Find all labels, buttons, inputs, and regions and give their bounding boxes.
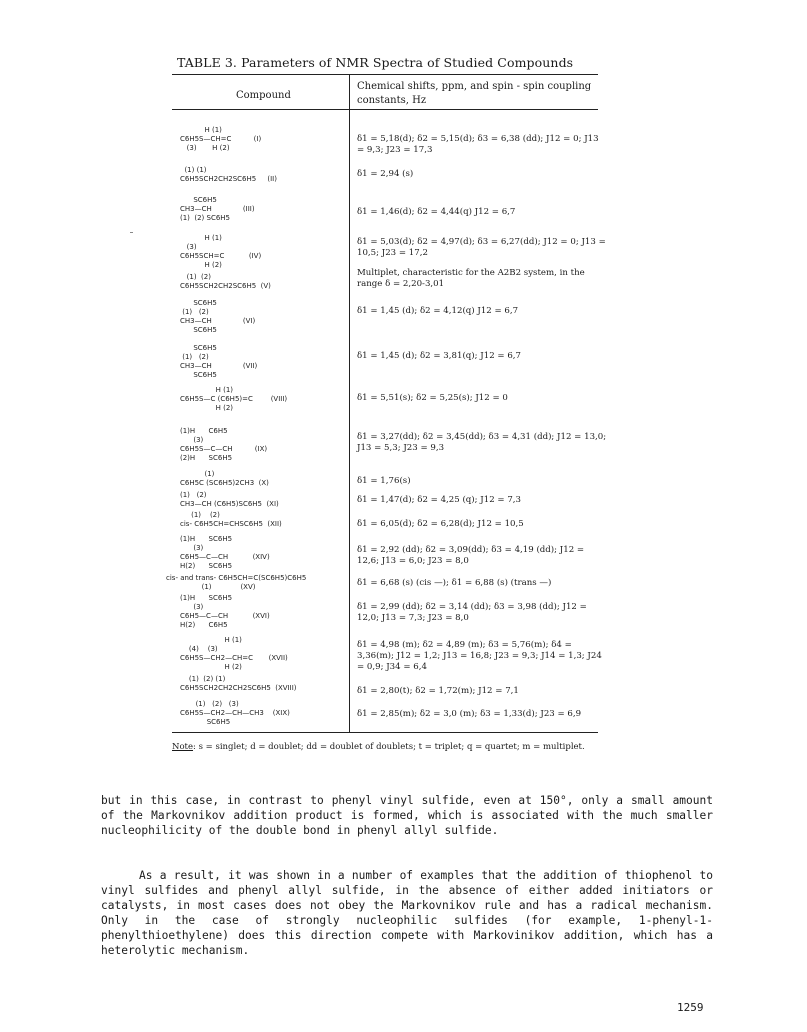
nmr-values: δ1 = 3,27(dd); δ2 = 3,45(dd); δ3 = 4,31 (dd); J12 = 13,0; J13 = 5,3; J23 = 9,3	[357, 432, 607, 453]
compound-formula: H (1) C6H5S—CH=C (I) (3) H (2)	[180, 126, 262, 152]
nmr-values: δ1 = 1,45 (d); δ2 = 3,81(q); J12 = 6,7	[357, 351, 521, 361]
compound-formula: SC6H5 (1) (2) CH3—CH (VII) SC6H5	[180, 344, 258, 379]
compound-formula: (1) (2) cis- C6H5CH=CHSC6H5 (XII)	[180, 511, 282, 528]
compound-column-header: Compound	[236, 90, 291, 101]
paragraph-2: As a result, it was shown in a number of examples that the addition of thiophenol to vinyl sulfides and phenyl allyl sulfide, in the absence of either added initiators or catalysts, in most cases does not obey the Markovnikov rule and has a radical mechanism. Only in the case of strongly nucleophilic sulfides (for example, 1-phenyl-1-phenylthioethylene) does this direction compete with Markovinikov addition, which has a heterolytic mechanism.	[101, 869, 713, 957]
compound-formula: (1) (1) C6H5SCH2CH2SC6H5 (II)	[180, 166, 277, 183]
nmr-values: δ1 = 1,47(d); δ2 = 4,25 (q); J12 = 7,3	[357, 495, 521, 505]
nmr-values: δ1 = 6,05(d); δ2 = 6,28(d); J12 = 10,5	[357, 519, 524, 529]
compound-formula: (1) (2) CH3—CH (C6H5)SC6H5 (XI)	[180, 491, 279, 508]
page-number: 1259	[677, 1001, 704, 1014]
table-caption: TABLE 3. Parameters of NMR Spectra of Studied Compounds	[177, 55, 574, 70]
compound-formula: H (1) C6H5S—C (C6H5)=C (VIII) H (2)	[180, 386, 288, 412]
shifts-column-header: Chemical shifts, ppm, and spin - spin coupling constants, Hz	[357, 81, 592, 106]
nmr-values: δ1 = 6,68 (s) (cis —); δ1 = 6,88 (s) (trans —)	[357, 578, 552, 588]
note-text: : s = singlet; d = doublet; dd = doublet of doublets; t = triplet; q = quartet; m = multiplet.	[193, 742, 585, 752]
compound-formula: (1) C6H5C (SC6H5)2CH3 (X)	[180, 470, 269, 487]
compound-formula: H (1) (3) C6H5SCH=C (IV) H (2)	[180, 234, 262, 269]
nmr-values: δ1 = 4,98 (m); δ2 = 4,89 (m); δ3 = 5,76(m); δ4 = 3,36(m); J12 = 1,2; J13 = 16,8; J23 = 9,3; J14 = 1,3; J24 = 0,9; J34 = 6,4	[357, 640, 602, 672]
nmr-values: Multiplet, characteristic for the A2B2 system, in the range δ = 2,20-3,01	[357, 268, 585, 289]
nmr-values: δ1 = 2,99 (dd); δ2 = 3,14 (dd); δ3 = 3,98 (dd); J12 = 12,0; J13 = 7,3; J23 = 8,0	[357, 602, 587, 623]
nmr-values: δ1 = 5,03(d); δ2 = 4,97(d); δ3 = 6,27(dd); J12 = 0; J13 = 10,5; J23 = 17,2	[357, 237, 606, 258]
margin-mark	[130, 232, 133, 233]
nmr-values: δ1 = 2,92 (dd); δ2 = 3,09(dd); δ3 = 4,19 (dd); J12 = 12,6; J13 = 6,0; J23 = 8,0	[357, 545, 585, 566]
nmr-values: δ1 = 5,51(s); δ2 = 5,25(s); J12 = 0	[357, 393, 508, 403]
compound-formula: (1)H C6H5 (3) C6H5S—C—CH (IX) (2)H SC6H5	[180, 427, 268, 462]
nmr-values: δ1 = 1,46(d); δ2 = 4,44(q) J12 = 6,7	[357, 207, 516, 217]
nmr-values: δ1 = 1,45 (d); δ2 = 4,12(q) J12 = 6,7	[357, 306, 519, 316]
note-label: Note	[172, 742, 194, 752]
compound-formula: H (1) (4) (3) C6H5S—CH2—CH=C (XVII) H (2)	[180, 636, 288, 671]
compound-formula: SC6H5 (1) (2) CH3—CH (VI) SC6H5	[180, 299, 256, 334]
nmr-values: δ1 = 2,85(m); δ2 = 3,0 (m); δ3 = 1,33(d); J23 = 6,9	[357, 709, 582, 719]
nmr-values: δ1 = 2,80(t); δ2 = 1,72(m); J12 = 7,1	[357, 686, 519, 696]
compound-formula: cis- and trans- C6H5CH=C(SC6H5)C6H5 (1) (XV)	[166, 574, 307, 591]
compound-formula: (1) (2) C6H5SCH2CH2SC6H5 (V)	[180, 273, 271, 290]
table-bottom-rule	[172, 732, 598, 733]
nmr-values: δ1 = 5,18(d); δ2 = 5,15(d); δ3 = 6,38 (dd); J12 = 0; J13 = 9,3; J23 = 17,3	[357, 134, 599, 155]
table-top-rule	[172, 74, 598, 75]
nmr-values: δ1 = 1,76(s)	[357, 476, 411, 486]
compound-formula: SC6H5 CH3—CH (III) (1) (2) SC6H5	[180, 196, 255, 222]
paragraph-1: but in this case, in contrast to phenyl vinyl sulfide, even at 150°, only a small amount of the Markovnikov addition product is formed, which is associated with the much smaller nucleophilicity of the double bond in phenyl allyl sulfide.	[101, 794, 713, 837]
compound-formula: (1) (2) (1) C6H5SCH2CH2CH2SC6H5 (XVIII)	[180, 675, 297, 692]
table-note	[172, 742, 612, 753]
compound-formula: (1)H SC6H5 (3) C6H5—C—CH (XVI) H(2) C6H5	[180, 594, 270, 629]
compound-formula: (1) (2) (3) C6H5S—CH2—CH—CH3 (XIX) SC6H5	[180, 700, 290, 726]
compound-formula: (1)H SC6H5 (3) C6H5—C—CH (XIV) H(2) SC6H5	[180, 535, 270, 570]
nmr-values: δ1 = 2,94 (s)	[357, 169, 414, 179]
header-bottom-rule	[172, 109, 598, 110]
